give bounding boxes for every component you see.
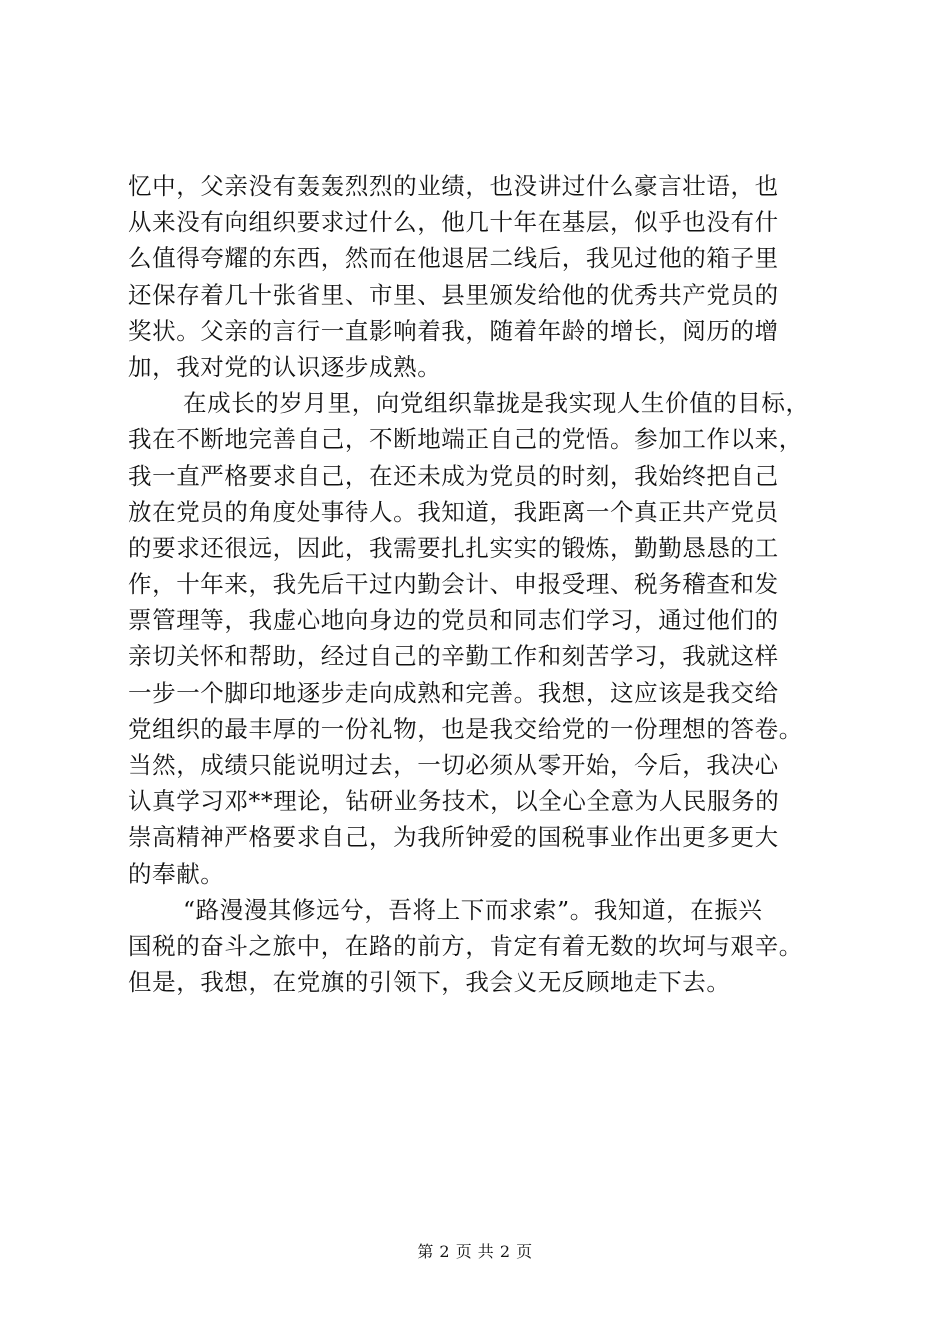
text-line: 么值得夸耀的东西，然而在他退居二线后，我见过他的箱子里 (128, 244, 779, 273)
text-line: 一步一个脚印地逐步走向成熟和完善。我想，这应该是我交给 (128, 678, 779, 707)
text-line: 亲切关怀和帮助，经过自己的辛勤工作和刻苦学习，我就这样 (128, 642, 779, 671)
text-line: 的奉献。 (128, 859, 225, 888)
text-line: 崇高精神严格要求自己，为我所钟爱的国税事业作出更多更大 (128, 823, 779, 852)
page-footer: 第 2 页 共 2 页 (417, 1242, 533, 1261)
text-line: 还保存着几十张省里、市里、县里颁发给他的优秀共产党员的 (128, 280, 779, 309)
text-line: 票管理等，我虚心地向身边的党员和同志们学习，通过他们的 (128, 606, 779, 635)
text-line: 当然，成绩只能说明过去，一切必须从零开始，今后，我决心 (128, 751, 779, 779)
document-body (128, 168, 828, 1000)
text-line: 作，十年来，我先后干过内勤会计、申报受理、税务稽查和发 (128, 570, 779, 599)
text-line: 我一直严格要求自己，在还未成为党员的时刻，我始终把自己 (128, 461, 779, 490)
text-line: 从来没有向组织要求过什么，他几十年在基层，似乎也没有什 (128, 208, 779, 237)
text-line: 国税的奋斗之旅中，在路的前方，肯定有着无数的坎坷与艰辛。 (128, 931, 803, 960)
paragraph-start-line: 在成长的岁月里，向党组织靠拢是我实现人生价值的目标， (183, 389, 810, 418)
text-line: 放在党员的角度处事待人。我知道，我距离一个真正共产党员 (128, 497, 779, 526)
text-line: 我在不断地完善自己，不断地端正自己的党悟。参加工作以来， (128, 425, 803, 454)
text-line: 认真学习邓**理论，钻研业务技术，以全心全意为人民服务的 (128, 787, 780, 816)
text-line: 但是，我想，在党旗的引领下，我会义无反顾地走下去。 (128, 968, 731, 997)
text-line: 忆中，父亲没有轰轰烈烈的业绩，也没讲过什么豪言壮语，也 (128, 172, 779, 200)
text-line: 加，我对党的认识逐步成熟。 (128, 352, 442, 381)
paragraph-start-line: “路漫漫其修远兮，吾将上下而求索”。我知道，在振兴 (183, 895, 763, 924)
text-line: 奖状。父亲的言行一直影响着我，随着年龄的增长，阅历的增 (128, 316, 779, 345)
text-line: 党组织的最丰厚的一份礼物，也是我交给党的一份理想的答卷。 (128, 714, 803, 743)
text-line: 的要求还很远，因此，我需要扎扎实实的锻炼，勤勤恳恳的工 (128, 533, 779, 562)
